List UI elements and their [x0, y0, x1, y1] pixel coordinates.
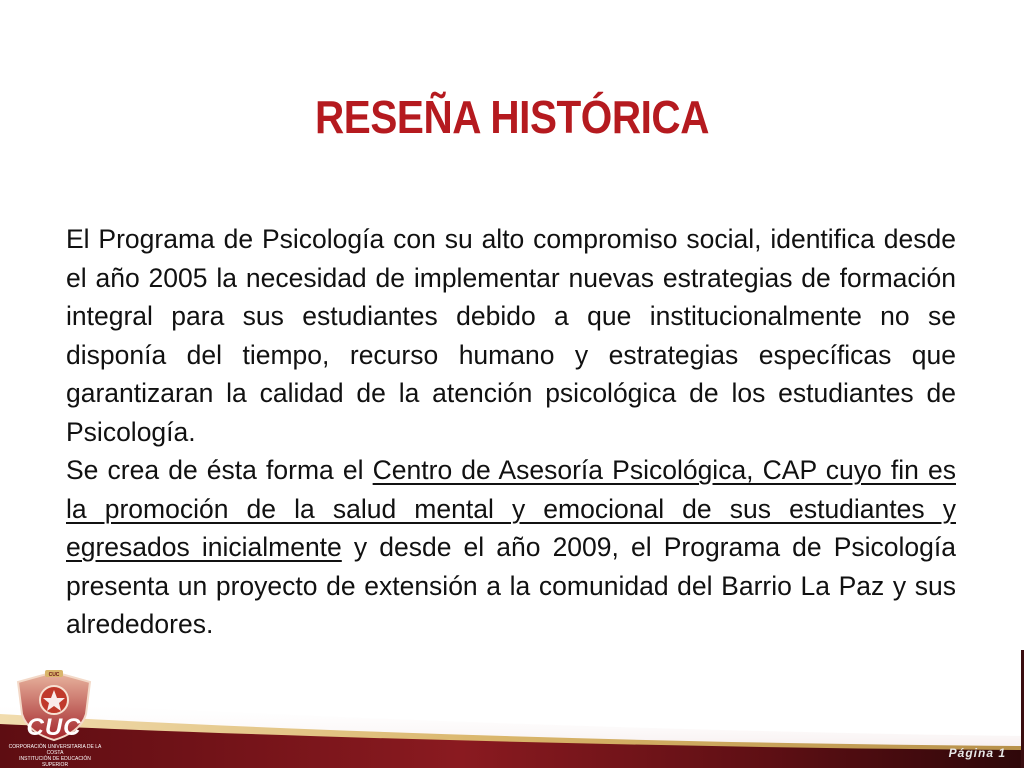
- logo-subtitle-line1: CORPORACIÓN UNIVERSITARIA DE LA COSTA: [8, 744, 102, 756]
- logo-badge-text: CUC: [48, 672, 60, 678]
- paragraph-cap-intro: Se crea de ésta forma el: [66, 455, 373, 485]
- logo-wordmark: CUC: [26, 714, 82, 741]
- page-number: Página 1: [948, 746, 1006, 760]
- slide-title: RESEÑA HISTÓRICA: [314, 91, 710, 143]
- paragraph-cap: [66, 451, 956, 644]
- slide-body: [66, 220, 956, 644]
- paragraph-history: El Programa de Psicología con su alto compromiso social, identifica desde el año 2005 la necesidad de implementar nuevas estrategias de formación integral para sus estudiantes debido a que institucionalmente no se disponía del tiempo, recurso humano y estrategias específicas que garantizaran la calidad de la atención psicológica de los estudiantes de Psicología.: [66, 224, 956, 447]
- paragraph-cap-underlined: Centro de Asesoría Psicológica, CAP cuyo fin es la promoción de la salud mental y emocional de sus estudiantes y egresados inicialmente: [66, 455, 956, 562]
- logo-subtitle-line2: INSTITUCIÓN DE EDUCACIÓN SUPERIOR: [19, 756, 91, 768]
- logo-subtitle: [8, 744, 102, 768]
- paragraph-cap-rest: y desde el año 2009, el Programa de Psicología presenta un proyecto de extensión a la comunidad del Barrio La Paz y sus alrededores.: [66, 532, 956, 639]
- footer-band: [0, 640, 1024, 768]
